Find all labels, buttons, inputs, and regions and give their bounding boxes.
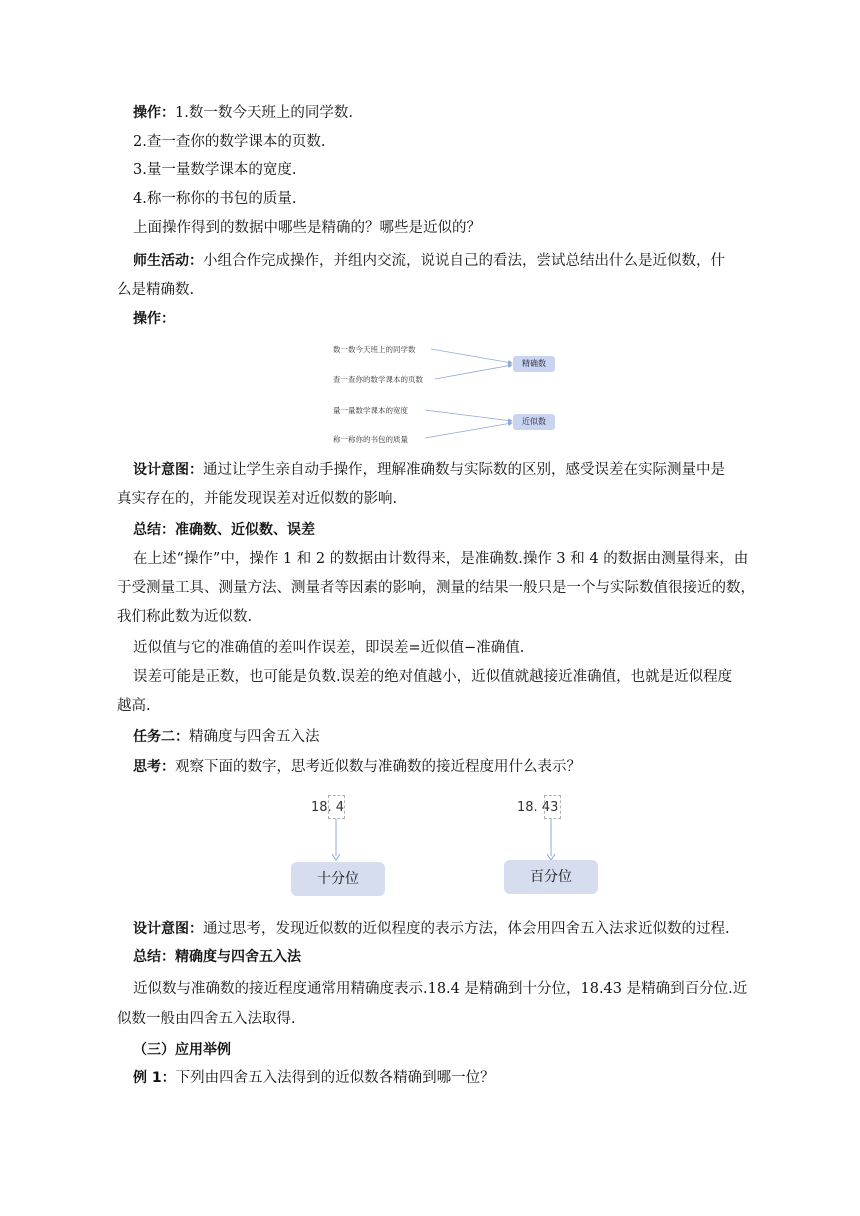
design-intent-1-cont: 真实存在的，并能发现误差对近似数的影响. <box>117 491 398 507</box>
operation-item-2: 2.查一查你的数学课本的页数. <box>133 134 326 150</box>
task-two-heading: 任务二：精确度与四舍五入法 <box>133 729 320 745</box>
summary-heading-1: 总结：准确数、近似数、误差 <box>133 522 315 538</box>
operation-item-4: 4.称一称你的书包的质量. <box>133 191 297 207</box>
exact-number-box: 精确数 <box>513 356 555 372</box>
precision-diagram <box>285 792 605 902</box>
classification-diagram <box>327 338 559 450</box>
hundredths-box: 百分位 <box>504 860 598 894</box>
example-1: 例 1：下列由四舍五入法得到的近似数各精确到哪一位？ <box>133 1070 495 1086</box>
teacher-student-activity-cont: 么是精确数. <box>117 282 195 298</box>
error-paragraph: 误差可能是正数，也可能是负数.误差的绝对值越小，近似值就越接近准确值，也就是近似程度 <box>133 669 733 685</box>
error-paragraph-cont: 越高. <box>117 698 151 714</box>
diagram-item-2: 查一查你的数学课本的页数 <box>333 375 423 384</box>
number-18-43: 18. 43 <box>517 800 559 815</box>
question-paragraph: 上面操作得到的数据中哪些是精确的？哪些是近似的？ <box>133 220 481 236</box>
summary-paragraph-1-cont1: 于受测量工具、测量方法、测量者等因素的影响，测量的结果一般只是一个与实际数值很接近的数， <box>117 580 755 596</box>
precision-paragraph-cont: 似数一般由四舍五入法取得. <box>117 1011 296 1027</box>
summary-paragraph-1: 在上述“操作”中，操作 1 和 2 的数据由计数得来，是准确数.操作 3 和 4 的数据由测量得来，由 <box>133 551 749 567</box>
precision-paragraph: 近似数与准确数的接近程度通常用精确度表示.18.4 是精确到十分位，18.43 是精确到百分位.近 <box>133 981 748 997</box>
summary-paragraph-1-cont2: 我们称此数为近似数. <box>117 609 253 625</box>
diagram-item-1: 数一数今天班上的同学数 <box>333 345 416 354</box>
number-18-4: 18. 4 <box>311 800 345 815</box>
design-intent-1: 设计意图：通过让学生亲自动手操作，理解准确数与实际数的区别，感受误差在实际测量中是 <box>133 462 725 478</box>
think-question: 思考：观察下面的数字，思考近似数与准确数的接近程度用什么表示？ <box>133 759 581 775</box>
arrow-3 <box>425 410 512 421</box>
operation-item-3: 3.量一量数学课本的宽度. <box>133 162 297 178</box>
teacher-student-activity: 师生活动：小组合作完成操作，并组内交流，说说自己的看法，尝试总结出什么是近似数，什 <box>133 253 725 269</box>
error-definition: 近似值与它的准确值的差叫作误差，即误差=近似值−准确值. <box>133 640 525 656</box>
design-intent-2: 设计意图：通过思考，发现近似数的近似程度的表示方法，体会用四舍五入法求近似数的过程. <box>133 921 730 937</box>
arrow-4 <box>425 423 512 438</box>
diagram-item-4: 称一称你的书包的质量 <box>333 435 408 444</box>
application-heading: （三）应用举例 <box>133 1042 231 1058</box>
tenths-box: 十分位 <box>291 862 385 896</box>
arrow-2 <box>435 365 512 379</box>
arrow-1 <box>431 349 512 363</box>
approx-number-box: 近似数 <box>513 414 555 430</box>
operation-heading: 操作： <box>133 311 175 327</box>
operation-item-1: 操作：1.数一数今天班上的同学数. <box>133 105 353 121</box>
diagram-item-3: 量一量数学课本的宽度 <box>333 406 408 415</box>
summary-heading-2: 总结：精确度与四舍五入法 <box>133 949 301 965</box>
